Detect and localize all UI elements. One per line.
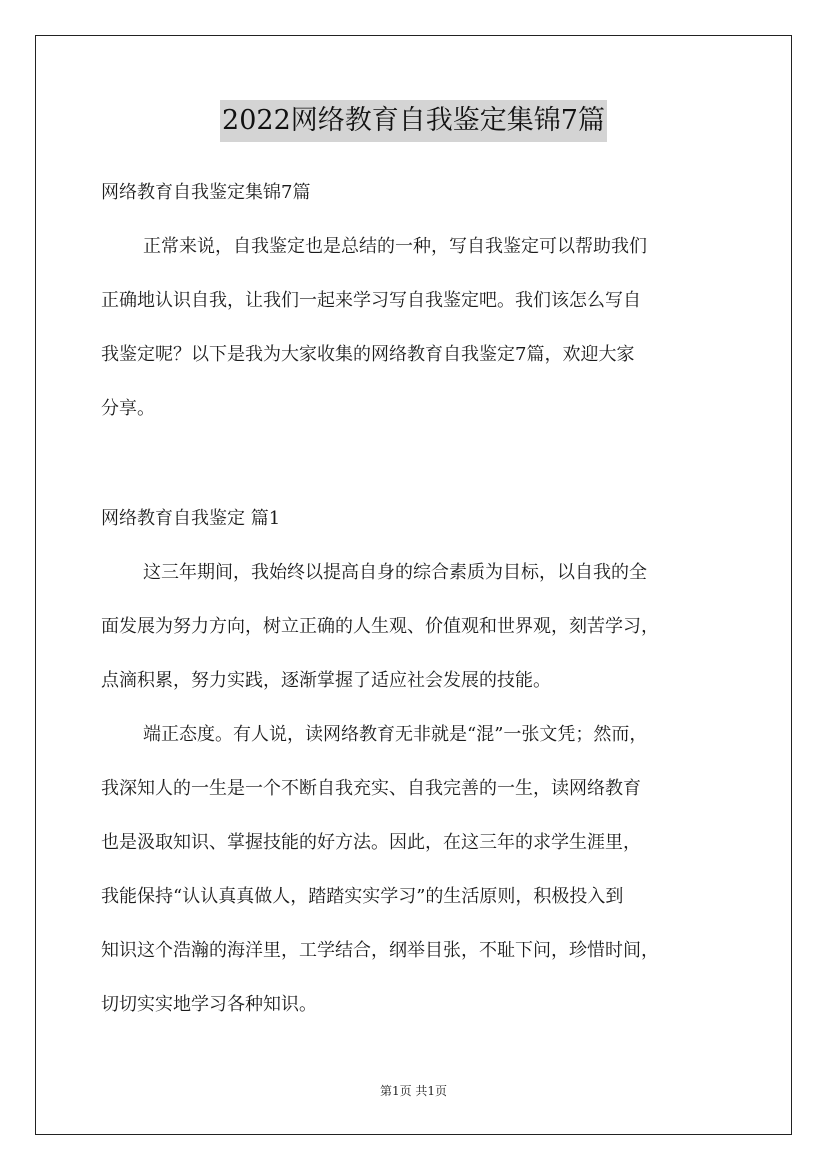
document-subtitle: 网络教育自我鉴定集锦7篇 — [101, 182, 311, 203]
page-number-footer: 第1页 共1页 — [379, 1084, 448, 1098]
intro-line: 分享。 — [101, 398, 155, 419]
document-title: 2022网络教育自我鉴定集锦7篇 — [220, 100, 607, 142]
section-heading: 网络教育自我鉴定 篇1 — [101, 508, 281, 529]
paragraph2-line: 我能保持“认认真真做人，踏踏实实学习”的生活原则，积极投入到 — [101, 886, 624, 907]
paragraph2-line: 知识这个浩瀚的海洋里，工学结合，纲举目张，不耻下问，珍惜时间， — [101, 940, 659, 961]
paragraph2-line: 端正态度。有人说，读网络教育无非就是“混”一张文凭；然而， — [143, 724, 648, 745]
paragraph2-line: 也是汲取知识、掌握技能的好方法。因此，在这三年的求学生涯里， — [101, 832, 641, 853]
paragraph2-line: 切切实实地学习各种知识。 — [101, 994, 317, 1015]
paragraph2-line: 我深知人的一生是一个不断自我充实、自我完善的一生，读网络教育 — [101, 778, 641, 799]
intro-line: 正确地认识自我，让我们一起来学习写自我鉴定吧。我们该怎么写自 — [101, 290, 641, 311]
paragraph1-line: 点滴积累，努力实践，逐渐掌握了适应社会发展的技能。 — [101, 670, 551, 691]
paragraph1-line: 面发展为努力方向，树立正确的人生观、价值观和世界观，刻苦学习， — [101, 616, 659, 637]
intro-line: 我鉴定呢？以下是我为大家收集的网络教育自我鉴定7篇，欢迎大家 — [101, 344, 635, 365]
title-container — [0, 100, 827, 142]
paragraph1-line: 这三年期间，我始终以提高自身的综合素质为目标，以自我的全 — [143, 562, 647, 583]
intro-line: 正常来说，自我鉴定也是总结的一种，写自我鉴定可以帮助我们 — [143, 236, 647, 257]
